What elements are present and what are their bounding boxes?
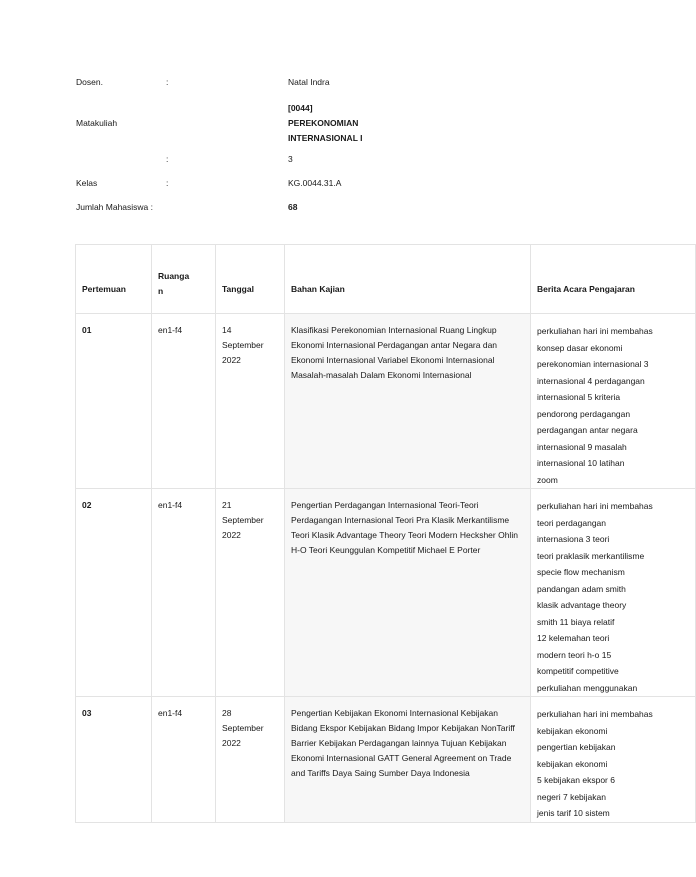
jumlah-label: Jumlah Mahasiswa : [76,202,154,212]
matakuliah-label: Matakuliah [76,118,118,128]
jumlah-row [76,195,616,219]
dosen-colon: : [166,77,169,87]
cell-pertemuan: 01 [76,314,152,489]
cell-tanggal: 14 September 2022 [216,314,285,489]
attendance-table-wrapper [75,244,653,818]
table-row [76,489,696,697]
matakuliah-row [76,98,616,148]
header-tanggal: Tanggal [216,245,285,314]
cell-ruangan: en1-f4 [152,697,216,823]
sks-colon: : [166,154,169,164]
cell-berita-acara: perkuliahan hari ini membahas konsep dasar ekonomi perekonomian internasional 3 internasional 4 perdagangan internasional 5 kriteria pendorong perdagangan perdagangan antar negara internasional 9 masalah internasional 10 latihan zoom [531,314,696,489]
cell-berita-acara: perkuliahan hari ini membahas kebijakan ekonomi pengertian kebijakan kebijakan ekonomi 5 kebijakan ekspor 6 negeri 7 kebijakan jenis tarif 10 sistem [531,697,696,823]
cell-ruangan: en1-f4 [152,489,216,697]
cell-pertemuan: 02 [76,489,152,697]
dosen-row [76,70,616,94]
kelas-value: KG.0044.31.A [288,177,342,188]
kelas-row [76,171,616,195]
table-row [76,314,696,489]
sks-row [76,147,616,171]
kelas-colon: : [166,178,169,188]
matakuliah-value [288,101,616,146]
attendance-table [75,244,696,823]
header-berita-acara: Berita Acara Pengajaran [531,245,696,314]
cell-bahan-kajian: Pengertian Perdagangan Internasional Teori-Teori Perdagangan Internasional Teori Pra Klasik Merkantilisme Teori Klasik Advantage Theory Teori Modern Hecksher Ohlin H-O Teori Keunggulan Kompetitif Michael E Porter [285,489,531,697]
jumlah-value: 68 [288,201,298,212]
cell-pertemuan: 03 [76,697,152,823]
header-pertemuan: Pertemuan [76,245,152,314]
header-bahan-kajian: Bahan Kajian [285,245,531,314]
table-header-row [76,245,696,314]
table-row [76,697,696,823]
course-info [76,70,616,219]
cell-bahan-kajian: Pengertian Kebijakan Ekonomi Internasional Kebijakan Bidang Ekspor Kebijakan Bidang Impor Kebijakan NonTariff Barrier Kebijakan Perdagangan lainnya Tujuan Kebijakan Ekonomi Internasional GATT General Agreement on Trade and Tariffs Daya Saing Sumber Daya Indonesia [285,697,531,823]
cell-berita-acara: perkuliahan hari ini membahas teori perdagangan internasiona 3 teori teori praklasik merkantilisme specie flow mechanism pandangan adam smith klasik advantage theory smith 11 biaya relatif 12 kelemahan teori modern teori h-o 15 kompetitif competitive perkuliahan menggunakan [531,489,696,697]
matakuliah-code: [0044] [288,102,313,113]
matakuliah-name-line2: INTERNASIONAL I [288,132,363,143]
cell-tanggal: 21 September 2022 [216,489,285,697]
cell-ruangan: en1-f4 [152,314,216,489]
matakuliah-name-line1: PEREKONOMIAN [288,117,359,128]
header-ruangan: Ruanga n [152,245,216,314]
dosen-label: Dosen. [76,77,103,87]
sks-value: 3 [288,153,293,164]
dosen-value: Natal Indra [288,76,330,87]
cell-bahan-kajian: Klasifikasi Perekonomian Internasional Ruang Lingkup Ekonomi Internasional Perdagangan antar Negara dan Ekonomi Internasional Variabel Ekonomi Internasional Masalah-masalah Dalam Ekonomi Internasional [285,314,531,489]
kelas-label: Kelas [76,178,98,188]
cell-tanggal: 28 September 2022 [216,697,285,823]
